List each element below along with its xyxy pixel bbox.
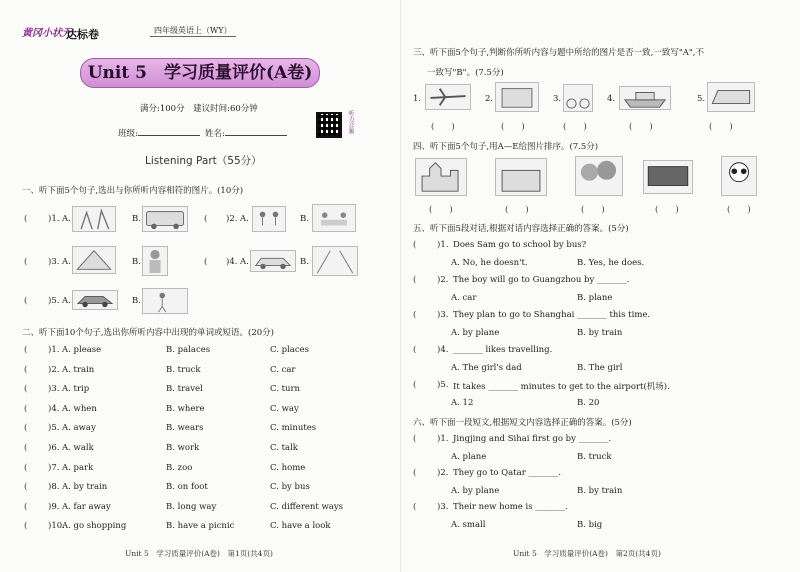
option-b: B. long way: [166, 501, 217, 512]
option-b: B. have a picnic: [166, 521, 235, 532]
answer-bracket[interactable]: (: [413, 275, 417, 285]
road-image: [312, 246, 358, 276]
option-c: C. way: [270, 403, 299, 414]
section1-title: 一、听下面5个句子,选出与你所听内容相符的图片。(10分): [22, 186, 244, 196]
option-b: B. plane: [577, 293, 613, 303]
question-text: Does Sam go to school by bus?: [453, 240, 587, 250]
title-banner: [80, 58, 320, 88]
option-a: A. No, he doesn't.: [451, 258, 528, 268]
option-a: A. when: [62, 403, 97, 414]
item-number: )7.: [48, 462, 60, 473]
question-text: It takes _______ minutes to get to the airport(机场).: [453, 382, 670, 392]
section3-title-line1: 三、听下面5个句子,判断你所听内容与题中所给的图片是否一致,一致写"A",不: [413, 48, 704, 58]
option-a: A. please: [62, 345, 102, 355]
answer-bracket[interactable]: (: [413, 345, 417, 355]
item-number: 3.: [553, 94, 562, 104]
question-text: _______ likes travelling.: [453, 345, 553, 355]
item-number: )3.: [48, 257, 60, 267]
bus-image: [142, 206, 188, 232]
option-a: A. by train: [62, 482, 108, 493]
answer-bracket[interactable]: (: [24, 403, 28, 414]
option-a: A. train: [62, 364, 95, 375]
section6-title: 六、听下面一段短文,根据短文内容选择正确的答案。(5分): [413, 418, 632, 428]
item-number: )1.: [48, 214, 60, 224]
option-a: A. small: [451, 520, 486, 530]
name-field[interactable]: [205, 127, 287, 139]
item-number: )3.: [437, 502, 449, 512]
option-a: A.: [62, 296, 71, 306]
item-number: )2.: [437, 468, 449, 478]
answer-bracket[interactable]: (: [24, 462, 28, 473]
option-b: B. truck: [166, 364, 201, 375]
picnic-image: [312, 204, 356, 232]
answer-bracket[interactable]: ( ): [581, 205, 605, 215]
option-b: B. The girl: [577, 363, 623, 373]
option-b: B. wears: [166, 423, 204, 434]
item-number: )2.: [48, 364, 60, 375]
item-number: )2.: [437, 275, 449, 285]
answer-bracket[interactable]: (: [204, 257, 208, 267]
option-a: A.: [240, 257, 249, 267]
option-a: A. car: [451, 293, 477, 303]
answer-bracket[interactable]: ( ): [709, 122, 733, 132]
section3-title-line2: 一致写"B"。(7.5分): [427, 68, 504, 78]
item-number: 5.: [697, 94, 706, 104]
item-number: )6.: [48, 443, 60, 453]
page-title: Unit 5 学习质量评价(A卷): [87, 63, 313, 83]
answer-bracket[interactable]: (: [24, 443, 28, 453]
item-number: 4.: [607, 94, 616, 104]
listening-part-heading: Listening Part（55分）: [145, 155, 262, 167]
option-b: B. palaces: [166, 345, 211, 355]
option-a: A.: [62, 257, 71, 267]
plane-image: [425, 84, 471, 110]
option-b: B.: [132, 296, 141, 306]
item-number: )5.: [48, 423, 60, 434]
section5-title: 五、听下面5段对话,根据对话内容选择正确的答案。(5分): [413, 224, 629, 234]
option-a: A. go shopping: [62, 521, 127, 532]
car-image: [250, 250, 296, 272]
ship-image: [619, 86, 671, 110]
option-a: A. by plane: [451, 486, 500, 496]
option-a: A. far away: [62, 501, 111, 512]
car-image: [72, 290, 118, 310]
answer-bracket[interactable]: ( ): [655, 205, 679, 215]
answer-bracket[interactable]: (: [413, 240, 417, 250]
item-number: )1.: [48, 345, 60, 355]
name-label: 姓名:: [205, 129, 225, 139]
option-b: B. on foot: [166, 482, 208, 493]
question-text: Jingjing and Sihai first go by _______.: [453, 434, 612, 444]
answer-bracket[interactable]: (: [413, 310, 417, 320]
bus-image: [643, 160, 693, 194]
option-b: B.: [132, 257, 141, 267]
item-number: )5.: [48, 296, 60, 306]
answer-bracket[interactable]: (: [413, 434, 417, 444]
brand-logo: 黄冈小状元: [22, 28, 72, 39]
option-c: C. talk: [270, 443, 298, 453]
item-number: )4.: [226, 257, 238, 267]
answer-bracket[interactable]: (: [24, 482, 28, 493]
option-b: B.: [300, 257, 309, 267]
option-c: C. car: [270, 364, 296, 375]
question-text: Their new home is _______.: [453, 502, 568, 512]
class-label: 班级:: [118, 129, 138, 139]
option-a: A. by plane: [451, 328, 500, 338]
item-number: )8.: [48, 482, 60, 493]
people-image: [495, 82, 539, 112]
palace-image: [72, 246, 116, 274]
item-number: 1.: [413, 94, 422, 104]
answer-bracket[interactable]: (: [24, 521, 28, 532]
option-b: B. Yes, he does.: [577, 258, 645, 268]
option-a: A. plane: [451, 452, 487, 462]
option-b: B. work: [166, 443, 200, 453]
qr-code-icon[interactable]: [316, 112, 342, 138]
option-b: B. by train: [577, 328, 623, 338]
option-a: A.: [62, 214, 71, 224]
item-number: 2.: [485, 94, 494, 104]
score-line: 满分:100分 建议时间:60分钟: [140, 104, 258, 114]
answer-bracket[interactable]: ( ): [563, 122, 587, 132]
answer-bracket[interactable]: (: [24, 214, 28, 224]
item-number: )5.: [437, 380, 449, 390]
item-number: )4.: [48, 403, 60, 414]
option-b: B. big: [577, 520, 603, 530]
page-footer: Unit 5 学习质量评价(A卷) 第1页(共4页): [125, 549, 273, 558]
option-b: B. travel: [166, 384, 203, 395]
item-number: )10.: [48, 521, 65, 532]
castle-image: [415, 158, 467, 196]
option-a: A. away: [62, 423, 96, 434]
option-b: B. 20: [577, 398, 600, 408]
answer-bracket[interactable]: ( ): [501, 122, 525, 132]
page-footer: Unit 5 学习质量评价(A卷) 第2页(共4页): [513, 549, 661, 558]
item-number: )9.: [48, 501, 60, 512]
answer-bracket[interactable]: ( ): [505, 205, 529, 215]
item-number: )1.: [437, 240, 449, 250]
option-b: B.: [132, 214, 141, 224]
option-b: B.: [300, 214, 309, 224]
answer-bracket[interactable]: (: [204, 214, 208, 224]
option-a: A. trip: [62, 384, 90, 395]
option-a: A. park: [62, 462, 94, 473]
answer-bracket[interactable]: (: [24, 384, 28, 395]
train-image: [707, 82, 755, 112]
answer-bracket[interactable]: (: [24, 296, 28, 306]
option-c: C. different ways: [270, 501, 344, 512]
option-b: B. truck: [577, 452, 612, 462]
answer-bracket[interactable]: (: [24, 257, 28, 267]
panda-image: [721, 156, 757, 196]
item-number: )3.: [48, 384, 60, 395]
answer-bracket[interactable]: ( ): [727, 205, 751, 215]
answer-bracket[interactable]: (: [413, 502, 417, 512]
option-b: B. where: [166, 403, 205, 414]
option-a: A. 12: [451, 398, 474, 408]
answer-bracket[interactable]: (: [24, 501, 28, 512]
option-c: C. places: [270, 345, 309, 355]
walking-image: [142, 288, 188, 314]
section2-title: 二、听下面10个句子,选出你所听内容中出现的单词或短语。(20分): [22, 328, 274, 338]
option-c: C. by bus: [270, 482, 310, 493]
answer-bracket[interactable]: (: [24, 423, 28, 434]
grandma-image: [142, 246, 168, 276]
option-c: C. home: [270, 462, 306, 473]
option-c: C. minutes: [270, 423, 317, 434]
question-text: They plan to go to Shanghai _______ this time.: [453, 310, 651, 320]
answer-bracket[interactable]: (: [413, 468, 417, 478]
dancing-image: [72, 206, 116, 232]
grade-tag: 四年级英语上（WY）: [150, 25, 236, 37]
option-c: C. turn: [270, 384, 301, 395]
question-text: The boy will go to Guangzhou by _______.: [453, 275, 630, 285]
forest-image: [575, 156, 623, 196]
section4-title: 四、听下面5个句子,用A—E给图片排序。(7.5分): [413, 142, 599, 152]
item-number: )1.: [437, 434, 449, 444]
item-number: )3.: [437, 310, 449, 320]
option-c: C. have a look: [270, 521, 331, 532]
answer-bracket[interactable]: (: [413, 380, 417, 390]
answer-bracket[interactable]: (: [24, 364, 28, 375]
option-a: A. The girl's dad: [451, 363, 522, 373]
brand-subtitle: 达标卷: [66, 28, 99, 41]
item-number: )2.: [226, 214, 238, 224]
option-b: B. zoo: [166, 462, 193, 473]
right-page: [400, 0, 800, 572]
option-a: A. walk: [62, 443, 94, 453]
answer-bracket[interactable]: ( ): [629, 122, 653, 132]
item-number: )4.: [437, 345, 449, 355]
option-a: A.: [240, 214, 249, 224]
answer-bracket[interactable]: ( ): [431, 122, 455, 132]
question-text: They go to Qatar _______.: [453, 468, 561, 478]
option-b: B. by train: [577, 486, 623, 496]
qr-label: 听力音频: [347, 110, 354, 134]
bike-image: [563, 84, 593, 112]
answer-bracket[interactable]: ( ): [429, 205, 453, 215]
answer-bracket[interactable]: (: [24, 345, 28, 355]
class-field[interactable]: [118, 127, 200, 139]
badminton-image: [252, 206, 286, 232]
building-image: [495, 158, 547, 196]
